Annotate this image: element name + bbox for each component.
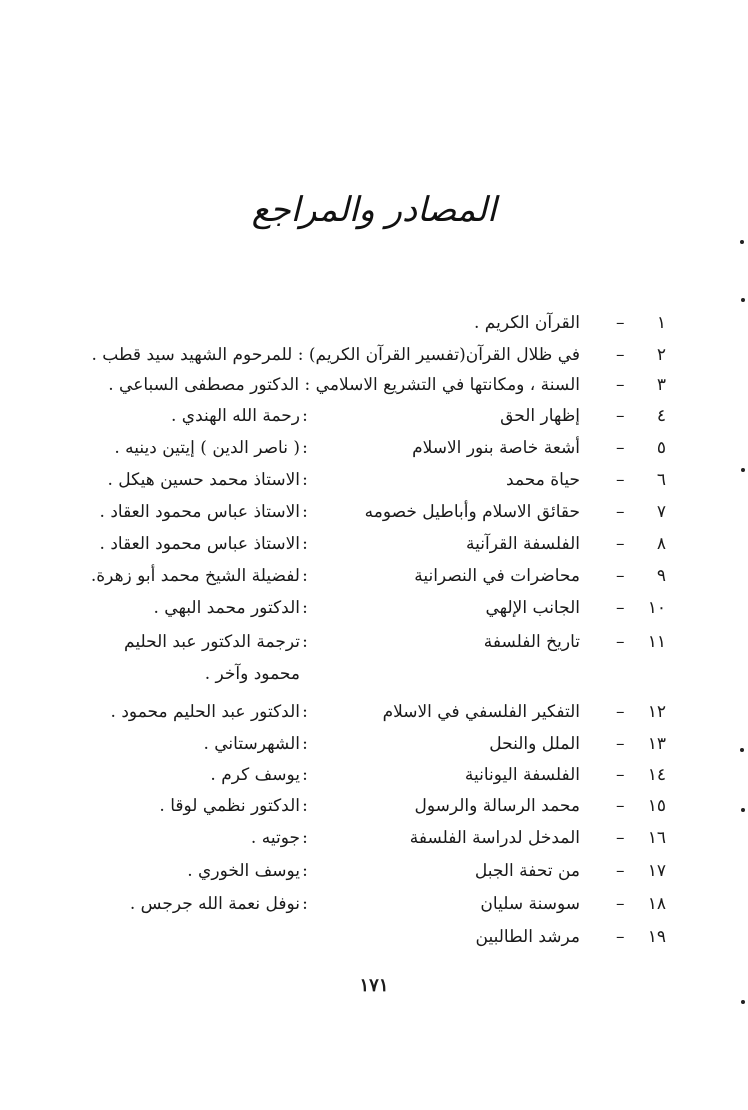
- entry-number: ١٢: [647, 702, 666, 722]
- reference-entry-continuation: [60, 659, 620, 689]
- scan-speck: [740, 240, 744, 244]
- entry-title: الفلسفة اليونانية: [464, 765, 580, 785]
- entry-colon: :: [302, 632, 308, 652]
- entry-dash: –: [616, 345, 625, 365]
- entry-dash: –: [616, 406, 625, 426]
- entry-title: الفلسفة القرآنية: [466, 534, 580, 554]
- entry-number: ١٠: [647, 598, 666, 618]
- reference-entry: [60, 401, 666, 431]
- entry-number: ١٤: [647, 765, 666, 785]
- entry-number: ١٣: [647, 734, 666, 754]
- entry-dash: –: [616, 828, 625, 848]
- entry-colon: :: [302, 765, 308, 785]
- entry-author: الدكتور نظمي لوقا .: [159, 796, 300, 816]
- entry-colon: :: [302, 734, 308, 754]
- scan-speck: [740, 748, 744, 752]
- entry-author: لفضيلة الشيخ محمد أبو زهرة.: [90, 566, 300, 586]
- entry-title: تاريخ الفلسفة: [483, 632, 580, 652]
- entry-author: الشهرستاني .: [203, 734, 300, 754]
- entry-title: محمد الرسالة والرسول: [414, 796, 580, 816]
- entry-dash: –: [616, 534, 625, 554]
- entry-dash: –: [616, 438, 625, 458]
- reference-entry: [60, 889, 666, 919]
- entry-colon: :: [302, 828, 308, 848]
- entry-number: ١٧: [647, 861, 666, 881]
- reference-entry: [60, 922, 666, 952]
- entry-title: حقائق الاسلام وأباطيل خصومه: [364, 502, 580, 522]
- entry-colon: :: [302, 470, 308, 490]
- scan-speck: [741, 298, 745, 302]
- entry-dash: –: [616, 566, 625, 586]
- entry-colon: :: [302, 534, 308, 554]
- entry-number: ٩: [656, 566, 666, 586]
- entry-dash: –: [616, 632, 625, 652]
- entry-number: ٨: [656, 534, 666, 554]
- entry-dash: –: [616, 861, 625, 881]
- entry-dash: –: [616, 796, 625, 816]
- entry-dash: –: [616, 598, 625, 618]
- entry-title: حياة محمد: [506, 470, 580, 490]
- entry-number: ٢: [656, 345, 666, 365]
- entry-title: من تحفة الجبل: [474, 861, 580, 881]
- entry-title: إظهار الحق: [500, 406, 580, 426]
- entry-author: الدكتور محمد البهي .: [153, 598, 300, 618]
- entry-dash: –: [616, 765, 625, 785]
- reference-entry: [60, 760, 666, 790]
- entry-colon: :: [302, 502, 308, 522]
- entry-colon: :: [302, 566, 308, 586]
- entry-title: الجانب الإلهي: [485, 598, 580, 618]
- entry-title: السنة ، ومكانتها في التشريع الاسلامي : الدكتور مصطفى السباعي .: [108, 375, 580, 395]
- entry-author: ( ناصر الدين ) إيتين دينيه .: [114, 438, 300, 458]
- entry-number: ٧: [656, 502, 666, 522]
- entry-author: الاستاذ عباس محمود العقاد .: [99, 502, 300, 522]
- entry-dash: –: [616, 313, 625, 333]
- entry-author: جوتيه .: [250, 828, 300, 848]
- entry-number: ٣: [656, 375, 666, 395]
- entry-author: نوفل نعمة الله جرجس .: [129, 894, 300, 914]
- entry-title: المدخل لدراسة الفلسفة: [409, 828, 580, 848]
- entry-title: القرآن الكريم .: [473, 313, 580, 333]
- entry-title: مرشد الطالبين: [475, 927, 580, 947]
- reference-entry: [60, 497, 666, 527]
- entry-colon: :: [302, 796, 308, 816]
- reference-entry: [60, 729, 666, 759]
- reference-entry: [60, 370, 666, 400]
- entry-colon: :: [302, 702, 308, 722]
- entry-number: ١١: [647, 632, 666, 652]
- entry-number: ١٥: [647, 796, 666, 816]
- reference-entry: [60, 308, 666, 338]
- scan-speck: [741, 808, 745, 812]
- entry-author: يوسف كرم .: [210, 765, 300, 785]
- scan-speck: [741, 1000, 745, 1004]
- page-number: ١٧١: [359, 975, 389, 996]
- entry-dash: –: [616, 470, 625, 490]
- entry-title: محاضرات في النصرانية: [414, 566, 580, 586]
- entry-author: يوسف الخوري .: [187, 861, 300, 881]
- reference-entry: [60, 697, 666, 727]
- entry-dash: –: [616, 375, 625, 395]
- entry-colon: :: [302, 861, 308, 881]
- entry-colon: :: [302, 598, 308, 618]
- entry-dash: –: [616, 702, 625, 722]
- reference-entry: [60, 465, 666, 495]
- reference-entry: [60, 561, 666, 591]
- entry-number: ١٨: [647, 894, 666, 914]
- entry-author: الاستاذ محمد حسين هيكل .: [107, 470, 300, 490]
- entry-title: التفكير الفلسفي في الاسلام: [382, 702, 580, 722]
- entry-title: الملل والنحل: [489, 734, 580, 754]
- entry-title: في ظلال القرآن(تفسير القرآن الكريم) : للمرحوم الشهيد سيد قطب .: [91, 345, 580, 365]
- reference-entry: [60, 791, 666, 821]
- scan-speck: [741, 468, 745, 472]
- entry-number: ٥: [656, 438, 666, 458]
- entry-colon: :: [302, 894, 308, 914]
- entry-author: الدكتور عبد الحليم محمود .: [110, 702, 300, 722]
- entry-title: أشعة خاصة بنور الاسلام: [412, 438, 580, 458]
- reference-entry: [60, 529, 666, 559]
- entry-dash: –: [616, 734, 625, 754]
- entry-number: ١٦: [647, 828, 666, 848]
- reference-entry: [60, 823, 666, 853]
- entry-author-continuation: محمود وآخر .: [204, 664, 300, 684]
- entry-dash: –: [616, 894, 625, 914]
- page-title: المصادر والمراجع: [251, 190, 497, 230]
- reference-entry: [60, 593, 666, 623]
- reference-entry: [60, 433, 666, 463]
- entry-colon: :: [302, 438, 308, 458]
- reference-entry: [60, 856, 666, 886]
- entry-dash: –: [616, 502, 625, 522]
- entry-author: رحمة الله الهندي .: [170, 406, 300, 426]
- entry-number: ٦: [656, 470, 666, 490]
- entry-title: سوسنة سليان: [480, 894, 580, 914]
- entry-author: ترجمة الدكتور عبد الحليم: [124, 632, 300, 652]
- entry-number: ١٩: [647, 927, 666, 947]
- entry-author: الاستاذ عباس محمود العقاد .: [99, 534, 300, 554]
- entry-dash: –: [616, 927, 625, 947]
- entry-colon: :: [302, 406, 308, 426]
- entry-number: ١: [656, 313, 666, 333]
- entry-number: ٤: [656, 406, 666, 426]
- reference-entry: [60, 340, 666, 370]
- reference-entry: [60, 627, 666, 657]
